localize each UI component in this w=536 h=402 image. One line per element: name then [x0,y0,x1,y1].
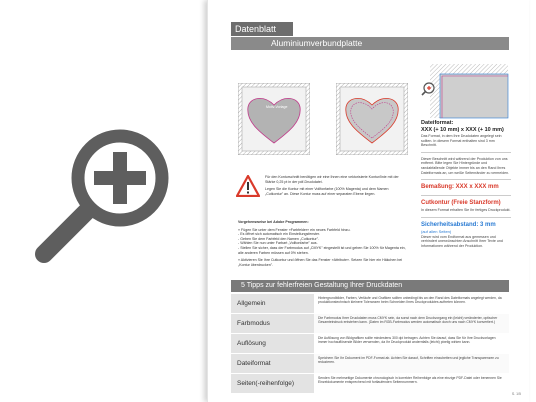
heart-diagram-right [336,83,408,155]
tips-label: Dateiformat [231,354,314,373]
final-format: Bemaßung: XXX x XXX mm [421,184,499,191]
heart-diagram-left [238,83,310,155]
warning-instruction: Legen Sie die Kontur mit einer Vollfonfarbe (100% Magenta) und dem Namen „Cutkontur" an. Diese Kontur muss auf einer separaten Ebene liegen. [265,187,389,196]
warning-step: - Es öffnet sich automatisch ein Einstellungsfenster. [238,232,321,237]
format-line: XXX (+ 10 mm) x XXX (+ 10 mm) [421,126,504,133]
warning-step: » Aktivieren Sie Ihre Cutkontur und öffnen Sie das Fenster »Attribute«. Setzen Sie hier ein Häkchen bei „Kontur überdrucken". [238,258,403,267]
document-title: Aluminiumverbundplatte [231,37,509,50]
warning-text [265,175,405,196]
table-row [231,334,509,353]
tips-text: Senden Sie mehrseitige Dokumente chronologisch in korrekter Reihenfolge als eine einzige PDF-Datei oder benennen Sie Einzeldokumente entsprechend mit fortlaufenden Seitennummern. [318,376,502,385]
safety-title: Sicherheitsabstand: 3 mm [421,221,496,228]
format-info-column [421,120,511,249]
warning-icon [236,175,260,197]
safety-sub: (auf allen Seiten) [421,228,452,234]
tips-text: Hintergrundbilder, Farben, Verläufe und Grafiken sollten unbedingt bis an den Rand des Dateiformats angelegt werden, da produktionstechnisch kleinere Toleranzen beim Schneiden Ihres Druckproduktes auftreten können. [318,296,502,305]
format-title: Dateiformat: [421,120,454,126]
tips-text: Speichern Sie Ihr Dokument im PDF-Format ab. Achten Sie darauf, Schriften einzubetten und jegliche Transparenzen zu reduzieren. [314,354,509,373]
heart-left-label: Motiv-Vorlage [266,105,288,109]
warning-steps [238,220,408,267]
cut-title: Cutkontur (Freie Stanzform) [421,200,501,207]
table-row [231,294,509,313]
safety-text: Dieser wird vom Endformat aus gemessen und verhindert unerwünschten Anschnitt Ihrer Texte und Informationen während der Produktion. [421,234,503,248]
tips-text: Die Farbmodus Ihrer Druckdaten muss CMYK sein, da sonst nach dem Druckvorgang ein (leicht) veränderter, optischer Gesamteindruck entstehen kann. (Daten im RGB-Farbmodus werden automatisch durch uns nach CMYK konvertiert.) [314,314,509,333]
table-row [231,374,509,393]
corner-diagram [420,60,510,120]
tips-header: 5 Tipps zur fehlerfreien Gestaltung Ihrer Druckdaten [231,280,509,292]
warning-intro: Für den Konturschnitt benötigen wir eine Ihnen eine vektorisierte Kontur/linie mit der Stärke 0,25 pt in der pdf-Druckdatei. [265,175,399,184]
warning-step: - Stellen Sie sicher, dass der Farbmodus auf „CMYK" eingestellt ist und geben Sie 100% für Magenta ein, alle anderen Farben müssen auf 0% stehen. [238,245,406,255]
format-text: Das Format, in dem Ihre Druckdaten angelegt sein sollten. In diesem Format enthalten sind 3 mm Beschnitt. [421,134,502,148]
tips-label: Farbmodus [231,314,314,333]
warning-step: » Fügen Sie unter dem Fenster »Farbfelder« ein neues Farbfeld hinzu. [238,227,351,232]
page-number: S. 1/5 [511,392,521,396]
table-row [231,354,509,373]
tips-label: Allgemein [231,294,314,313]
document-label: Datenblatt [231,22,293,36]
trim-text: Dieser Beschnitt wird während der Produktion von uns entfernt. Bitte legen Sie Hintergründe und randabfallende Objekte immer bis an den Rand Ihres Dateiformats an, um weiße Seitenränder zu vermeiden. [421,156,510,175]
warning-step: - Wählen Sie nun unter Farbart „Volltonfarbe" aus. [238,241,318,246]
tips-text: Die Auflösung von Bildgrafiken sollte mindestens 300 dpi betragen. Achten Sie darauf, dass Sie für Ihre Druckvorlagen immer hochauflösende Bilder verwenden, da Ihr Druckprodukt andernfalls (leicht) pixelig wirken kann. [318,336,496,345]
cut-text: In diesem Format erhalten Sie Ihr fertiges Druckprodukt. [421,208,511,213]
tips-label: Auflösung [231,334,314,353]
warning-heading: Vorgehensweise bei Adobe Programmen: [238,220,309,224]
warning-step: - Geben Sie dem Farbfeld den Namen „Cutkontur". [238,236,319,241]
zoom-in-icon[interactable] [30,120,180,270]
table-row [231,314,509,333]
document-page [207,0,529,402]
tips-label: Seiten(-reihenfolge) [231,374,314,393]
